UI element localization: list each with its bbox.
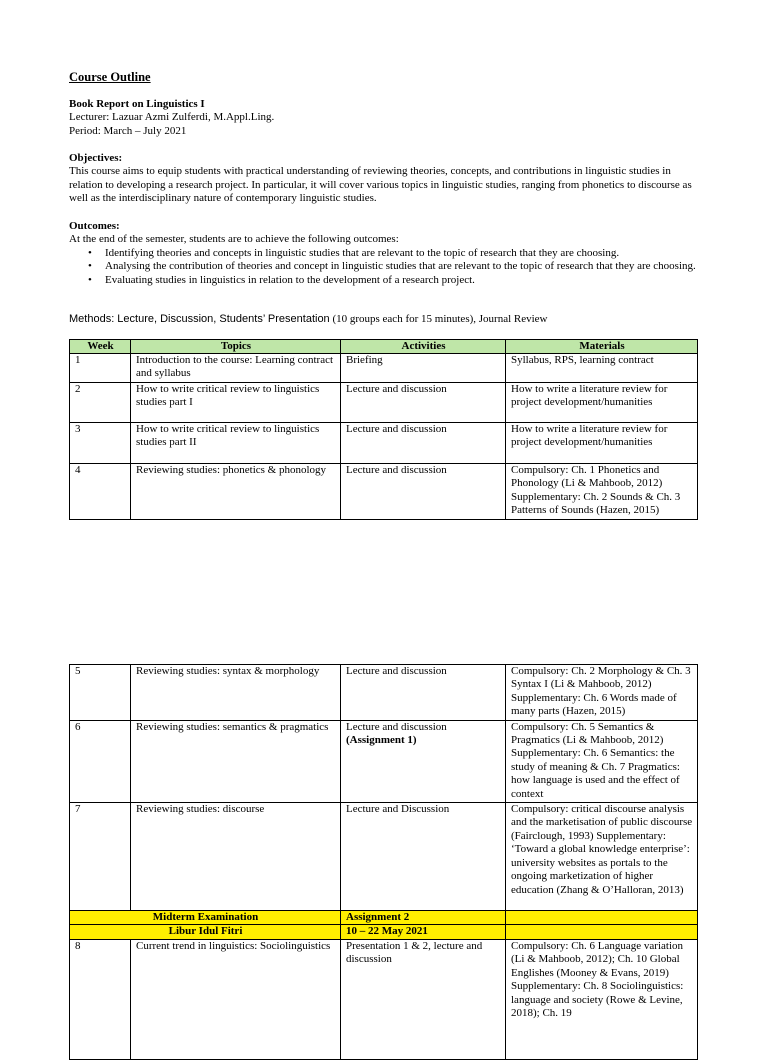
header-topics: Topics — [131, 340, 341, 354]
week-cell: 3 — [70, 422, 131, 463]
topic-cell: How to write critical review to linguistics studies part II — [131, 422, 341, 463]
objectives-text: This course aims to equip students with practical understanding of reviewing theories, concepts, and contributions in linguistic studies in relation to developing a research project. In particular, it will cover various topics in linguistic studies, ranging from phonetics to discourse as well as the interdisciplinary nature of contemporary linguistic studies. — [69, 165, 692, 205]
week-cell: 4 — [70, 463, 131, 519]
outcome-item: • Identifying theories and concepts in linguistic studies that are relevant to the topic of research that they are choosing. — [105, 247, 697, 260]
topic-cell: Reviewing studies: discourse — [131, 803, 341, 911]
outcome-item: • Evaluating studies in linguistics in relation to the development of a research project. — [105, 274, 697, 287]
outcome-item: • Analysing the contribution of theories and concept in linguistic studies that are relevant to the topic of research that they are choosing. — [105, 260, 697, 273]
assignment-label: (Assignment 1) — [346, 734, 417, 747]
materials-cell: Compulsory: Ch. 2 Morphology & Ch. 3 Syntax I (Li & Mahboob, 2012) Supplementary: Ch. 6 Words made of many parts (Hazen, 2015) — [506, 665, 698, 721]
topic-cell: How to write critical review to linguistics studies part I — [131, 382, 341, 422]
activity-text: Lecture and Discussion — [346, 803, 450, 816]
course-header — [69, 98, 697, 138]
topic-cell: Introduction to the course: Learning contract and syllabus — [131, 354, 341, 383]
outcomes-section — [69, 220, 697, 287]
activity-cell — [341, 720, 506, 802]
materials-cell: How to write a literature review for project development/humanities — [506, 382, 698, 422]
midterm-label: Midterm Examination — [70, 911, 341, 925]
methods-line — [69, 313, 697, 326]
course-outline-title: Course Outline — [69, 70, 151, 84]
week-cell: 8 — [70, 939, 131, 1059]
table-header-row — [70, 340, 698, 354]
materials-cell: Compulsory: Ch. 1 Phonetics and Phonology (Li & Mahboob, 2012) Supplementary: Ch. 2 Sounds & Ch. 3 Patterns of Sounds (Hazen, 2015) — [506, 463, 698, 519]
activity-text: Lecture and discussion — [346, 720, 447, 733]
activity-cell: Presentation 1 & 2, lecture and discussion — [341, 939, 506, 1059]
midterm-activity: Assignment 2 — [341, 911, 506, 925]
materials-cell: Compulsory: critical discourse analysis and the marketisation of public discourse (Fairclough, 1993) Supplementary: ‘Toward a global knowledge enterprise’: university websites as portals to the ongoing marketization of higher education (Zhang & O’Halloran, 2013) — [506, 803, 698, 911]
materials-cell: Compulsory: Ch. 5 Semantics & Pragmatics (Li & Mahboob, 2012) Supplementary: Ch. 6 Semantics: the study of meaning & Ch. 7 Pragmatics: how language is used and the effect of context — [506, 720, 698, 802]
topic-cell: Current trend in linguistics: Sociolinguistics — [131, 939, 341, 1059]
midterm-row — [70, 911, 698, 925]
materials-cell: How to write a literature review for project development/humanities — [506, 422, 698, 463]
activity-cell: Lecture and discussion — [341, 382, 506, 422]
table-row — [70, 720, 698, 802]
holiday-empty — [506, 925, 698, 939]
lecturer-line: Lecturer: Lazuar Azmi Zulferdi, M.Appl.Ling. — [69, 111, 275, 124]
topic-cell: Reviewing studies: phonetics & phonology — [131, 463, 341, 519]
activity-cell: Briefing — [341, 354, 506, 383]
holiday-row — [70, 925, 698, 939]
table-row — [70, 422, 698, 463]
header-week: Week — [70, 340, 131, 354]
schedule-table-part-1 — [69, 339, 698, 520]
activity-cell — [341, 803, 506, 911]
midterm-empty — [506, 911, 698, 925]
activity-cell: Lecture and discussion — [341, 422, 506, 463]
table-row — [70, 939, 698, 1059]
activity-text: Lecture and discussion — [346, 665, 447, 677]
objectives-section — [69, 152, 697, 206]
week-cell: 7 — [70, 803, 131, 911]
header-materials: Materials — [506, 340, 698, 354]
table-row — [70, 665, 698, 721]
methods-label: Methods: Lecture, Discussion, Students’ Presentation — [69, 313, 330, 325]
table-row — [70, 382, 698, 422]
book-report-title: Book Report on Linguistics I — [69, 98, 205, 110]
week-cell: 5 — [70, 665, 131, 721]
table-row — [70, 803, 698, 911]
holiday-dates: 10 – 22 May 2021 — [341, 925, 506, 939]
outcomes-heading: Outcomes: — [69, 220, 120, 232]
table-row — [70, 354, 698, 383]
topic-cell: Reviewing studies: semantics & pragmatics — [131, 720, 341, 802]
materials-cell: Syllabus, RPS, learning contract — [506, 354, 698, 383]
week-cell: 6 — [70, 720, 131, 802]
topic-cell: Reviewing studies: syntax & morphology — [131, 665, 341, 721]
period-line: Period: March – July 2021 — [69, 124, 187, 137]
holiday-label: Libur Idul Fitri — [70, 925, 341, 939]
activity-cell — [341, 665, 506, 721]
week-cell: 1 — [70, 354, 131, 383]
activity-cell: Lecture and discussion — [341, 463, 506, 519]
methods-detail: (10 groups each for 15 minutes), Journal Review — [329, 313, 548, 325]
objectives-heading: Objectives: — [69, 152, 123, 164]
outcomes-list — [69, 247, 697, 287]
table-row — [70, 463, 698, 519]
schedule-table-part-2 — [69, 664, 698, 1060]
materials-cell: Compulsory: Ch. 6 Language variation (Li & Mahboob, 2012); Ch. 10 Global Englishes (Mooney & Evans, 2019) Supplementary: Ch. 8 Sociolinguistics: language and society (Rowe & Levine, 2018); Ch. 19 — [506, 939, 698, 1059]
week-cell: 2 — [70, 382, 131, 422]
outcomes-intro: At the end of the semester, students are to achieve the following outcomes: — [69, 233, 399, 246]
header-activities: Activities — [341, 340, 506, 354]
